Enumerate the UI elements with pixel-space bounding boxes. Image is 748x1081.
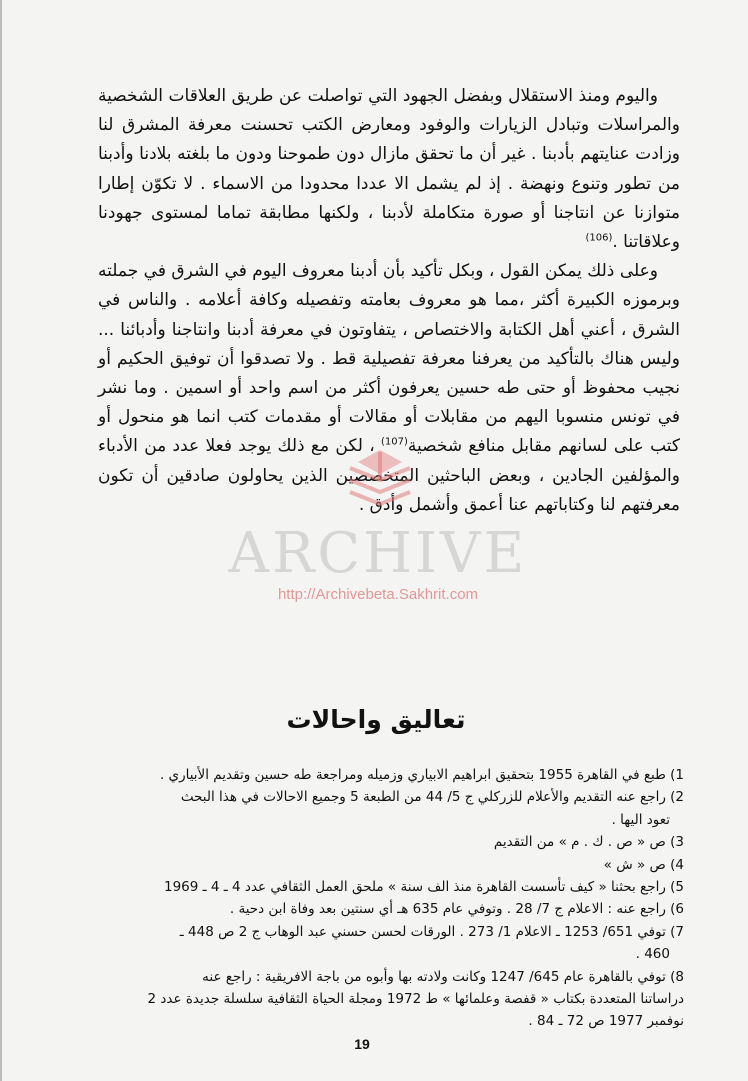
page-number: 19 [354,1036,370,1052]
footnote-line: 6) راجع عنه : الاعلام ج 7/ 28 . وتوفي عام 635 هـ أي سنتين بعد وفاة ابن دحية . [229,901,684,918]
footnote-line: 3) ص « ص . ك . م » من التقديم [493,834,684,851]
watermark-title: ARCHIVE [228,521,528,586]
book-logo-icon [340,440,420,520]
footnote-line: 5) راجع بحثنا « كيف تأسست القاهرة منذ الف سنة » ملحق العمل الثقافي عدد 4 ـ 4 ـ 1969 [164,879,684,896]
footnote-line: 2) راجع عنه التقديم والأعلام للزركلي ج 5/ 44 من الطبعة 5 وجميع الاحالات في هذا البحث [180,789,684,806]
paragraph-1 [98,82,680,257]
archive-watermark [228,440,528,620]
footnote-line: 460 . [635,946,670,963]
footnote-line: دراساتنا المتعددة بكتاب « قفصة وعلمائها » ط 1972 ومجلة الحياة الثقافية سلسلة جديدة عدد 2 [147,991,684,1008]
footnote-line: 1) طبع في القاهرة 1955 بتحقيق ابراهيم الابياري وزميله ومراجعة طه حسين وتقديم الأبياري . [159,767,684,783]
paragraph-2-text-a: وعلى ذلك يمكن القول ، وبكل تأكيد بأن أدبنا معروف اليوم في الشرق في جملته وبرموزه الكبيرة أكثر ،مما هو معروف بعامته وتفصيله وكافة أعلامه . والناس في الشرق ، أعني أهل الكتابة والاختصاص ، يتفاوتون في معرفة أدبنا وانتاجنا وأدبائنا ... وليس هناك بالتأكيد من يعرفنا معرفة تفصيلية قط . ولا تصدقوا أن توفيق الحكيم أو نجيب محفوظ أو حتى طه حسين يعرفون أكثر من اسم واحد أو اسمين . وما نشر في تونس منسوبا اليهم من مقابلات أو مقالات أو مقدمات كتب انما هو منحول أو كتب على لسانهم مقابل منافع شخصية [98,261,680,457]
section-title: تعاليق واحالات [286,705,466,734]
footnote-line: 4) ص « ش » [603,856,684,873]
watermark-url: http://Archivebeta.Sakhrit.com [277,586,479,603]
paragraph-1-text: واليوم ومنذ الاستقلال وبفضل الجهود التي تواصلت عن طريق العلاقات الشخصية والمراسلات وتبادل الزيارات والوفود ومعارض الكتب تحسنت معرفة المشرق لنا وزادت عنايتهم بأدبنا . غير أن ما تحقق مازال دون طموحنا ودون ما بلغته بلادنا وأدبنا من تطور وتنوع ونهضة . إذ لم يشمل الا عددا محدودا من الاسماء . لا تكوّن إطارا متوازنا عن انتاجنا أو صورة متكاملة لأدبنا ، ولكنها مطابقة تماما لمستوى جهودنا وعلاقاتنا . [98,86,680,253]
footnote-ref-106: (106) [585,232,613,244]
footnote-line: نوفمبر 1977 ص 72 ـ 84 . [528,1013,684,1030]
paragraph-2-text-b: ، لكن مع ذلك يوجد فعلا عدد من الأدباء والمؤلفين الجادين ، وبعض الباحثين المتخصصين الذين يحاولون صادقين أن تكون معرفتهم لنا وكتاباتهم عنا أعمق وأشمل وأدق . [98,436,680,515]
footnote-ref-107: (107) [381,436,408,448]
footnote-line: 7) توفي 651/ 1253 ـ الاعلام 1/ 273 . الورقات لحسن حسني عبد الوهاب ج 2 ص 448 ـ [179,923,684,940]
footnote-line: 8) توفي بالقاهرة عام 645/ 1247 وكانت ولادته بها وأبوه من باجة الافريقية : راجع عنه [202,968,684,985]
footnote-line: تعود اليها . [611,811,670,828]
footnotes [86,764,684,1033]
